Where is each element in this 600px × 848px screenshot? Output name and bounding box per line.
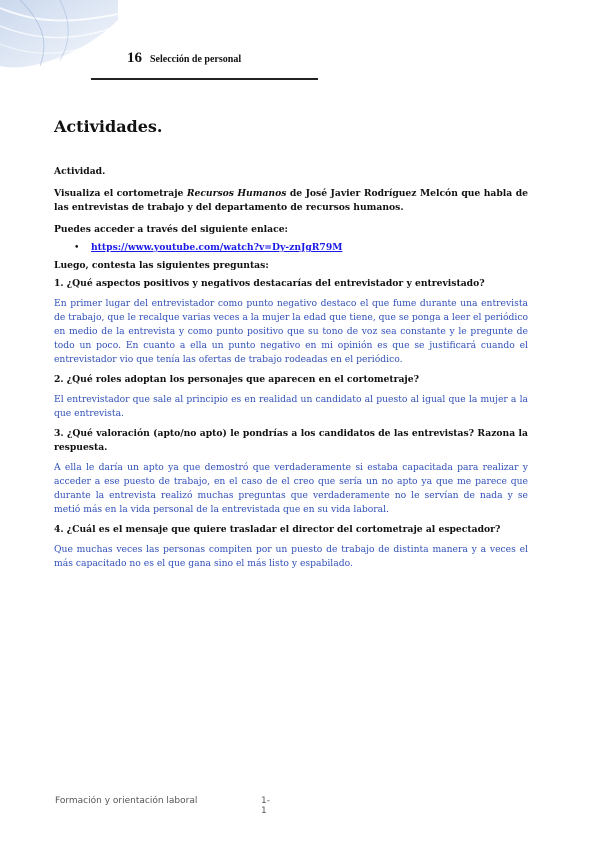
link-list-item bbox=[54, 241, 528, 255]
bullet: • bbox=[74, 242, 80, 253]
page-number: 1-1 bbox=[261, 796, 270, 816]
chapter-number: 16 bbox=[127, 50, 142, 66]
intro-italic: Recursos Humanos bbox=[186, 188, 287, 199]
answer-3: A ella le daría un apto ya que demostró que verdaderamente si estaba capacitada para realizar y acceder a ese puesto de trabajo, en el caso de el creo que sería un no apto ya que me parece que durante la entrevista realizó muchas preguntas que verdaderamente no le servían de nada y se metió más en la vida personal de la entrevistada que en su vida laboral. bbox=[54, 462, 528, 515]
page-title: Actividades. bbox=[54, 117, 163, 136]
header-divider bbox=[91, 78, 318, 80]
access-text: Puedes acceder a través del siguiente enlace: bbox=[54, 224, 288, 235]
activity-intro bbox=[54, 187, 528, 215]
question-1: 1. ¿Qué aspectos positivos y negativos destacarías del entrevistador y entrevistado? bbox=[54, 278, 485, 289]
chapter-title: Selección de personal bbox=[150, 54, 242, 65]
answer-4: Que muchas veces las personas compiten por un puesto de trabajo de distinta manera y a veces el más capacitado no es el que gana sino el más listo y espabilado. bbox=[54, 544, 528, 569]
activity-label: Actividad. bbox=[54, 166, 106, 177]
youtube-link[interactable]: https://www.youtube.com/watch?v=Dy-znJgR79M bbox=[91, 242, 343, 253]
question-2: 2. ¿Qué roles adoptan los personajes que aparecen en el cortometraje? bbox=[54, 374, 419, 385]
footer-text: Formación y orientación laboral bbox=[55, 796, 198, 806]
intro-after: de José Javier Rodríguez Melcón que habla de las entrevistas de trabajo y del departamento de recursos humanos. bbox=[54, 188, 528, 213]
answer-1: En primer lugar del entrevistador como punto negativo destaco el que fume durante una entrevista de trabajo, que le recalque varias veces a la mujer la edad que tiene, que se ponga a leer el periódico en medio de la entrevista y como punto positivo que su tono de voz sea constante y le pregunte de todo un poco. En cuanto a ella un punto negativo en mi opinión es que se justificará cuando el entrevistador vio que tenía las ofertas de trabajo rodeadas en el periódico. bbox=[54, 298, 528, 365]
chapter-header bbox=[127, 49, 241, 67]
intro-before: Visualiza el cortometraje bbox=[54, 188, 187, 199]
activity-content bbox=[54, 165, 528, 571]
answer-2: El entrevistador que sale al principio es en realidad un candidato al puesto al igual que la mujer a la que entrevista. bbox=[54, 394, 528, 419]
page-footer bbox=[55, 796, 270, 816]
then-text: Luego, contesta las siguientes preguntas: bbox=[54, 260, 269, 271]
question-4: 4. ¿Cuál es el mensaje que quiere trasladar el director del cortometraje al espectador? bbox=[54, 524, 501, 535]
question-3: 3. ¿Qué valoración (apto/no apto) le pondrías a los candidatos de las entrevistas? Razona la respuesta. bbox=[54, 428, 528, 453]
corner-wave-decoration bbox=[0, 0, 120, 72]
